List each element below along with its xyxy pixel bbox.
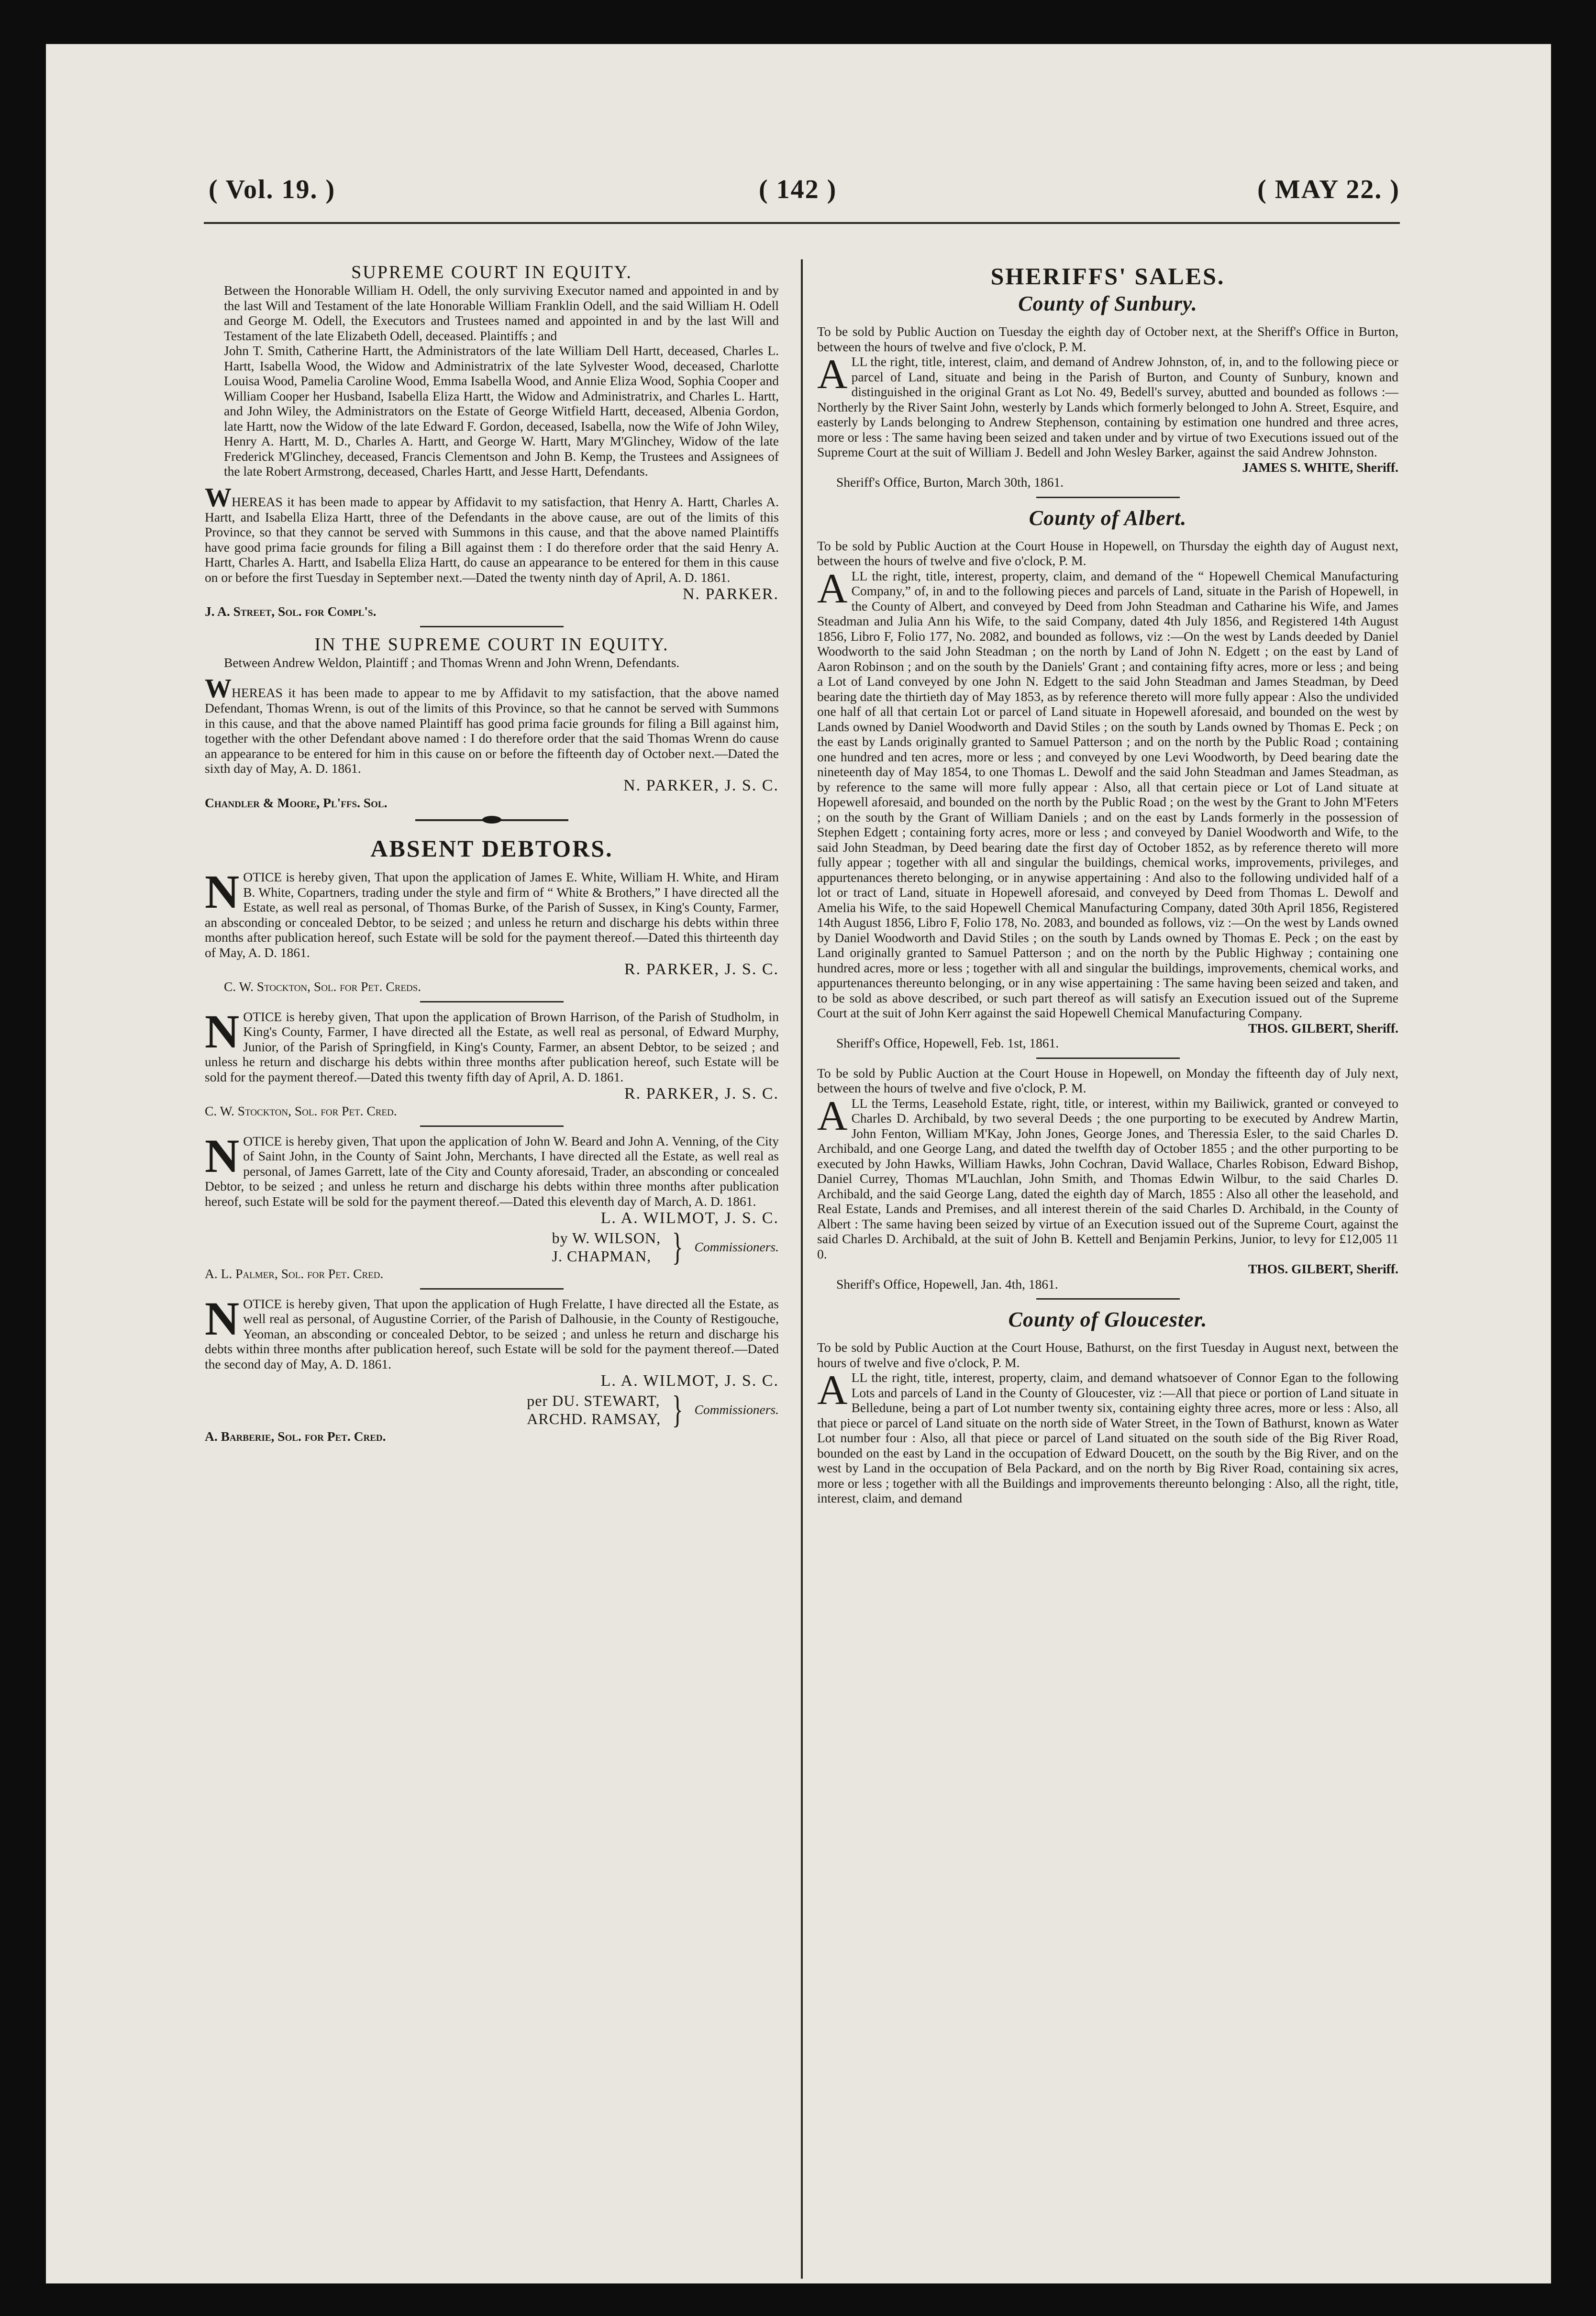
ornament-rule xyxy=(415,815,568,825)
notice-body: WHEREAS it has been made to appear to me by Affidavit to my satisfaction, that the above named Defendant, Thomas Wrenn, is out of the limits of this Province, so that he cannot be served with Summons in this cause, and that the above named Plaintiff has good prima facie grounds for filing a Bill against him, together with the other Defendant above named : I do therefore order that the said Thomas Wrenn do cause an appearance to be entered for him in this cause on or before the fifteenth day of October next.—Dated the sixth day of May, A. D. 1861. xyxy=(205,674,779,776)
drop-cap: W xyxy=(205,482,232,512)
right-column xyxy=(817,262,1398,1506)
sheriff-office: Sheriff's Office, Burton, March 30th, 1861. xyxy=(836,475,1064,490)
column-divider xyxy=(801,259,803,2279)
notice-title: SUPREME COURT IN EQUITY. xyxy=(351,262,632,282)
notice-body: WHEREAS it has been made to appear by Affidavit to my satisfaction, that Henry A. Hartt, Charles A. Hartt, and Isabella Eliza Hartt, three of the Defendants in the above cause, are out of the limits of this Province, so that they cannot be served with Summons in this cause, and that the above named Plaintiffs have good prima facie grounds for filing a Bill against them : I do therefore order that the said Henry A. Hartt, Charles A. Hartt, and Isabella Eliza Hartt, do cause an appearance to be entered for them in this cause on or before the first Tuesday in September next.—Dated the twenty ninth day of April, A. D. 1861. xyxy=(205,482,779,585)
notice-solicitor: J. A. Street, Sol. for Compl's. xyxy=(205,604,377,619)
drop-cap: A xyxy=(817,351,848,398)
notice-body: NOTICE is hereby given, That upon the application of Hugh Frelatte, I have directed all the Estate, as well real as personal, of Augustine Corrier, of the Parish of Dalhousie, in the County of Restigouche, Yeoman, an absconding or concealed Debtor, to be seized ; and unless he return and discharge his debts within three months after publication hereof, such Estate will be sold for the payment thereof.—Dated the second day of May, A. D. 1861. xyxy=(205,1292,779,1371)
sale-sunbury xyxy=(817,290,1398,490)
newspaper-page xyxy=(46,44,1551,2283)
notice-signature: N. PARKER. xyxy=(682,585,779,603)
notice-body: NOTICE is hereby given, That upon the application of Brown Harrison, of the Parish of Studholm, in King's County, Farmer, I have directed all the Estate, as well real as personal, of Edward Murphy, Junior, of the Parish of Springfield, in King's County, Farmer, an absent Debtor, to be seized ; and unless he return and discharge his debts within three months after publication hereof, such Estate will be sold for the payment thereof.—Dated this twenty fifth day of April, A. D. 1861. xyxy=(205,1004,779,1084)
header-rule xyxy=(204,222,1400,224)
notice-burke xyxy=(205,865,779,994)
divider-rule xyxy=(1036,1298,1180,1300)
notice-body: NOTICE is hereby given, That upon the application of John W. Beard and John A. Venning, of the City of Saint John, in the County of Saint John, Merchants, I have directed all the Estate, as well real as personal, of James Garrett, late of the City and County aforesaid, Trader, an absconding or concealed Debtor, to be seized ; and unless he return and discharge his debts within three months after publication hereof, such Estate will be sold for the payment thereof.—Dated this eleventh day of March, A. D. 1861. xyxy=(205,1129,779,1209)
notice-weldon xyxy=(205,634,779,811)
divider-rule xyxy=(420,1288,564,1290)
page-number: ( 142 ) xyxy=(759,175,837,204)
notice-garrett xyxy=(205,1129,779,1281)
notice-signature: L. A. WILMOT, J. S. C. xyxy=(600,1209,779,1227)
sale-body: ALL the right, title, interest, property, claim, and demand whatsoever of Connor Egan to the following Lots and parcels of Land in the County of Gloucester, viz :—All that piece or portion of Land situate in Belledune, being a part of Lot number twenty six, containing eighty three acres, more or less : Also, all that piece or parcel of Land situate on the north side of Water Street, in the Town of Bathurst, known as Water Lot number four : Also, all that piece or parcel of Land situated on the south side of the Big River Road, bounded on the east by Land in the occupation of Edward Doucett, on the south by the Big River, and on the west by Land in the occupation of Bela Packard, and on the north by Big River Road, containing six acres, more or less ; together with all the Buildings and improvements thereunto belonging : Also, all the right, title, interest, claim, and demand xyxy=(817,1367,1398,1505)
notice-odell xyxy=(205,262,779,619)
drop-cap: N xyxy=(205,1004,240,1058)
section-title: SHERIFFS' SALES. xyxy=(990,263,1225,290)
sale-albert xyxy=(817,505,1398,1051)
sale-intro: To be sold by Public Auction at the Court House, Bathurst, on the first Tuesday in August next, between the hours of twelve and five o'clock, P. M. xyxy=(817,1340,1398,1370)
notice-solicitor: C. W. Stockton, Sol. for Pet. Creds. xyxy=(224,979,421,994)
notice-parties: Between the Honorable William H. Odell, the only surviving Executor named and appointed in and by the last Will and Testament of the late Honorable William Franklin Odell, and the said William H. Odell and George M. Odell, the Executors and Trustees named and appointed in and by the last Will and Testament of the late Elizabeth Odell, deceased. Plaintiffs ; and xyxy=(224,283,779,343)
notice-solicitor: A. Barberie, Sol. for Pet. Cred. xyxy=(205,1429,386,1444)
volume-number: ( Vol. 19. ) xyxy=(209,175,336,204)
commissioner-name: per DU. STEWART, xyxy=(527,1392,660,1409)
commissioners-label: Commissioners. xyxy=(694,1239,779,1255)
left-column xyxy=(205,262,779,1444)
sheriff-office: Sheriff's Office, Hopewell, Jan. 4th, 1861. xyxy=(836,1276,1058,1292)
notice-parties: John T. Smith, Catherine Hartt, the Administrators of the late William Dell Hartt, deceased, Charles L. Hartt, Isabella Wood, the Widow and Administratrix of the late Sylvester Wood, deceased, Charlotte Louisa Wood, Pamelia Caroline Wood, Emma Isabella Wood, and Annie Eliza Wood, Sophia Cooper and William Cooper her Husband, Isabella Eliza Hartt, the Widow and Administratrix, and Charles L. Hartt, and John Wiley, the Administrators on the Estate of George Witfield Hartt, deceased, Albenia Gordon, late Hartt, now the Widow of the late Edward F. Gordon, deceased, Isabella, now the Wife of John Wiley, Henry A. Hartt, M. D., Charles A. Hartt, and George W. Hartt, Mary M'Glinchey, Widow of the late Frederick M'Glinchey, deceased, Francis Clementson and John B. Kemp, the Trustees and Assignees of the late Robert Armstrong, deceased, Charles Hartt, and Jesse Hartt, Defendants. xyxy=(224,343,779,479)
divider-rule xyxy=(1036,497,1180,498)
sheriff-signature: THOS. GILBERT, Sheriff. xyxy=(1248,1261,1398,1276)
sale-body: ALL the right, title, interest, claim, and demand of Andrew Johnston, of, in, and to the following piece or parcel of Land, situate and being in the Parish of Burton, and County of Sunbury, known and distinguished in the original Grant as Lot No. 49, Bedell's survey, abutted and bounded as follows :—Northerly by the River Saint John, westerly by Lands which formerly belonged to John A. Street, Esquire, and easterly by Lands belonging to Andrew Stephenson, containing by estimation one hundred and three acres, more or less : The same having been seized and taken under and by virtue of two Executions issued out of the Supreme Court at the suit of William J. Bedell and John Wesley Barker, against the said Andrew Johnston. xyxy=(817,351,1398,459)
notice-solicitor: C. W. Stockton, Sol. for Pet. Cred. xyxy=(205,1103,397,1118)
commissioner-name: by W. WILSON, xyxy=(552,1229,661,1247)
notice-parties: Between Andrew Weldon, Plaintiff ; and Thomas Wrenn and John Wrenn, Defendants. xyxy=(224,655,680,670)
notice-title: IN THE SUPREME COURT IN EQUITY. xyxy=(314,634,669,655)
page-header xyxy=(209,174,1400,208)
commissioner-name: ARCHD. RAMSAY, xyxy=(527,1410,661,1427)
notice-body: NOTICE is hereby given, That upon the application of James E. White, William H. White, and Hiram B. White, Copartners, trading under the style and firm of “ White & Brothers,” I have directed all the Estate, as well real as personal, of Thomas Burke, of the Parish of Sussex, in King's County, Farmer, an absconding or concealed Debtor, to be seized ; and unless he return and discharge his debts within three months after publication hereof, such Estate will be sold for the payment thereof.—Dated this thirteenth day of May, A. D. 1861. xyxy=(205,865,779,960)
county-heading: County of Albert. xyxy=(1029,506,1187,530)
commissioners-block xyxy=(205,1228,779,1266)
sale-intro: To be sold by Public Auction at the Court House in Hopewell, on Thursday the eighth day of August next, between the hours of twelve and five o'clock, P. M. xyxy=(817,538,1398,568)
drop-cap: W xyxy=(205,674,232,703)
sale-archibald xyxy=(817,1066,1398,1292)
divider-rule xyxy=(1036,1058,1180,1059)
sheriff-signature: THOS. GILBERT, Sheriff. xyxy=(1248,1020,1398,1036)
section-title: ABSENT DEBTORS. xyxy=(370,835,613,862)
drop-cap: N xyxy=(205,865,240,918)
drop-cap: A xyxy=(817,565,848,612)
notice-corrier xyxy=(205,1292,779,1444)
drop-cap: N xyxy=(205,1129,240,1182)
divider-rule xyxy=(420,1001,564,1002)
notice-signature: R. PARKER, J. S. C. xyxy=(624,1085,779,1102)
commissioners-block xyxy=(205,1391,779,1429)
sheriff-office: Sheriff's Office, Hopewell, Feb. 1st, 1861. xyxy=(836,1036,1059,1050)
sale-body: ALL the Terms, Leasehold Estate, right, title, or interest, within my Bailiwick, granted or conveyed to Charles D. Archibald, by two several Deeds ; the one purporting to be executed by Andrew Martin, John Fenton, William M'Kay, John Jones, George Jones, and Theressia Esler, to the said Charles D. Archibald, and one George Lang, and dated the twelfth day of October 1855 ; and the other purporting to be executed by John Hawks, William Hawks, John Cochran, David Wallace, Charles Robison, Edward Bishop, Daniel Currey, Thomas M'Lauchlan, John Smith, and Thomas Edwin Wilbur, to the said Charles D. Archibald, and the said George Lang, dated the eighth day of March, 1855 : Also all other the leasehold, and Real Estate, Lands and Premises, and all interest therein of the said Charles D. Archibald, in the County of Albert : The same having been seized by virtue of an Execution issued out of the Supreme Court, against the said Charles D. Archibald, at the suit of John B. Kettell and Benjamin Perkins, Junior, to levy for £12,005 11 0. xyxy=(817,1092,1398,1261)
divider-rule xyxy=(420,1125,564,1127)
commissioners-label: Commissioners. xyxy=(694,1402,779,1417)
notice-solicitor: A. L. Palmer, Sol. for Pet. Cred. xyxy=(205,1266,384,1281)
notice-signature: L. A. WILMOT, J. S. C. xyxy=(600,1372,779,1390)
sheriff-signature: JAMES S. WHITE, Sheriff. xyxy=(1242,459,1398,475)
brace-glyph: } xyxy=(672,1389,683,1431)
drop-cap: N xyxy=(205,1292,240,1345)
sale-gloucester xyxy=(817,1306,1398,1506)
county-heading: County of Gloucester. xyxy=(1008,1308,1208,1331)
drop-cap: A xyxy=(817,1092,848,1139)
notice-signature: R. PARKER, J. S. C. xyxy=(624,960,779,978)
divider-rule xyxy=(420,626,564,627)
drop-cap: A xyxy=(817,1367,848,1414)
brace-glyph: } xyxy=(672,1226,683,1268)
notice-solicitor: Chandler & Moore, Pl'ffs. Sol. xyxy=(205,795,388,810)
county-heading: County of Sunbury. xyxy=(1018,292,1197,315)
sale-body: ALL the right, title, interest, property, claim, and demand of the “ Hopewell Chemical Manufacturing Company,” of, in and to the following pieces and parcels of Land, situate in the Parish of Hopewell, in the County of Albert, and conveyed by Deed from John Steadman and Catharine his Wife, and James Steadman and Julia Ann his Wife, to the said Company, dated 4th July 1856, and Registered 14th August 1856, Libro F, Folio 177, No. 2082, and bounded as follows, viz :—On the west by Lands deeded by Daniel Woodworth to the said John Steadman ; on the north by Land of John N. Edgett ; on the east by Land of Aaron Robinson ; and on the south by the Daniels' Grant ; and containing fifty acres, more or less ; and being a Lot of Land conveyed by one John N. Edgett to the said John Steadman and James Steadman, by Deed bearing date the thirtieth day of May 1853, as by reference thereto will more fully appear : Also the undivided one half of all that certain Lot or parcel of Land situate in Hopewell aforesaid, and bounded on the west by Lands owned by Daniel Woodworth and David Stiles ; on the south by Lands owned by Thomas E. Peck ; on the east by Lands originally granted to Samuel Patterson ; and on the north by the Public Road ; containing one hundred and ten acres, more or less ; and conveyed by one Levi Woodworth, by Deed bearing date the nineteenth day of May 1854, to one Thomas L. Dewolf and the said John Steadman and James Steadman, as by reference to the same will more fully appear : Also, all that certain piece or Lot of Land situate at Hopewell aforesaid, and bounded on the north by the Public Road ; on the west by the Grant to John M'Feters ; on the south by the Grant of William Daniels ; and on the east by Lands formerly in the possession of Stephen Edgett ; containing forty acres, more or less ; and conveyed by Daniel Woodworth and Wife, to the said John Steadman, by Deed bearing date the first day of October 1852, as by reference thereto will more fully appear ; together with all and singular the buildings, chemical works, improvements, privileges, and appurtenances thereto belonging, or in anywise appertaining : And also to the following undivided half of a lot or tract of Land, situate in Hopewell aforesaid, and conveyed by Deed from Thomas L. Dewolf and Amelia his Wife, to the said Hopewell Chemical Manufacturing Company, dated 30th April 1856, Registered 14th August 1856, Libro F, Folio 178, No. 2083, and bounded as follows, viz :—On the west by Lands owned by Daniel Woodworth and David Stiles ; on the south by Lands owned by Thomas E. Peck ; on the east by Land originally granted to Samuel Patterson ; and on the north by the Public Highway ; containing one hundred acres, more or less ; together with all and singular the buildings, improvements, chemical works, and appurtenances thereunto belonging, or in any wise appertaining : The same having been seized and taken, and to be sold as above described, or such part thereof as will satisfy an Execution issued out of the Supreme Court at the suit of John Kerr against the said Hopewell Chemical Manufacturing Company. xyxy=(817,565,1398,1020)
issue-date: ( MAY 22. ) xyxy=(1257,175,1400,204)
notice-murphy xyxy=(205,1004,779,1119)
commissioner-name: J. CHAPMAN, xyxy=(552,1247,652,1265)
sale-intro: To be sold by Public Auction at the Court House in Hopewell, on Monday the fifteenth day of July next, between the hours of twelve and five o'clock, P. M. xyxy=(817,1065,1398,1095)
sale-intro: To be sold by Public Auction on Tuesday the eighth day of October next, at the Sheriff's Office in Burton, between the hours of twelve and five o'clock, P. M. xyxy=(817,324,1398,354)
notice-signature: N. PARKER, J. S. C. xyxy=(623,776,779,794)
